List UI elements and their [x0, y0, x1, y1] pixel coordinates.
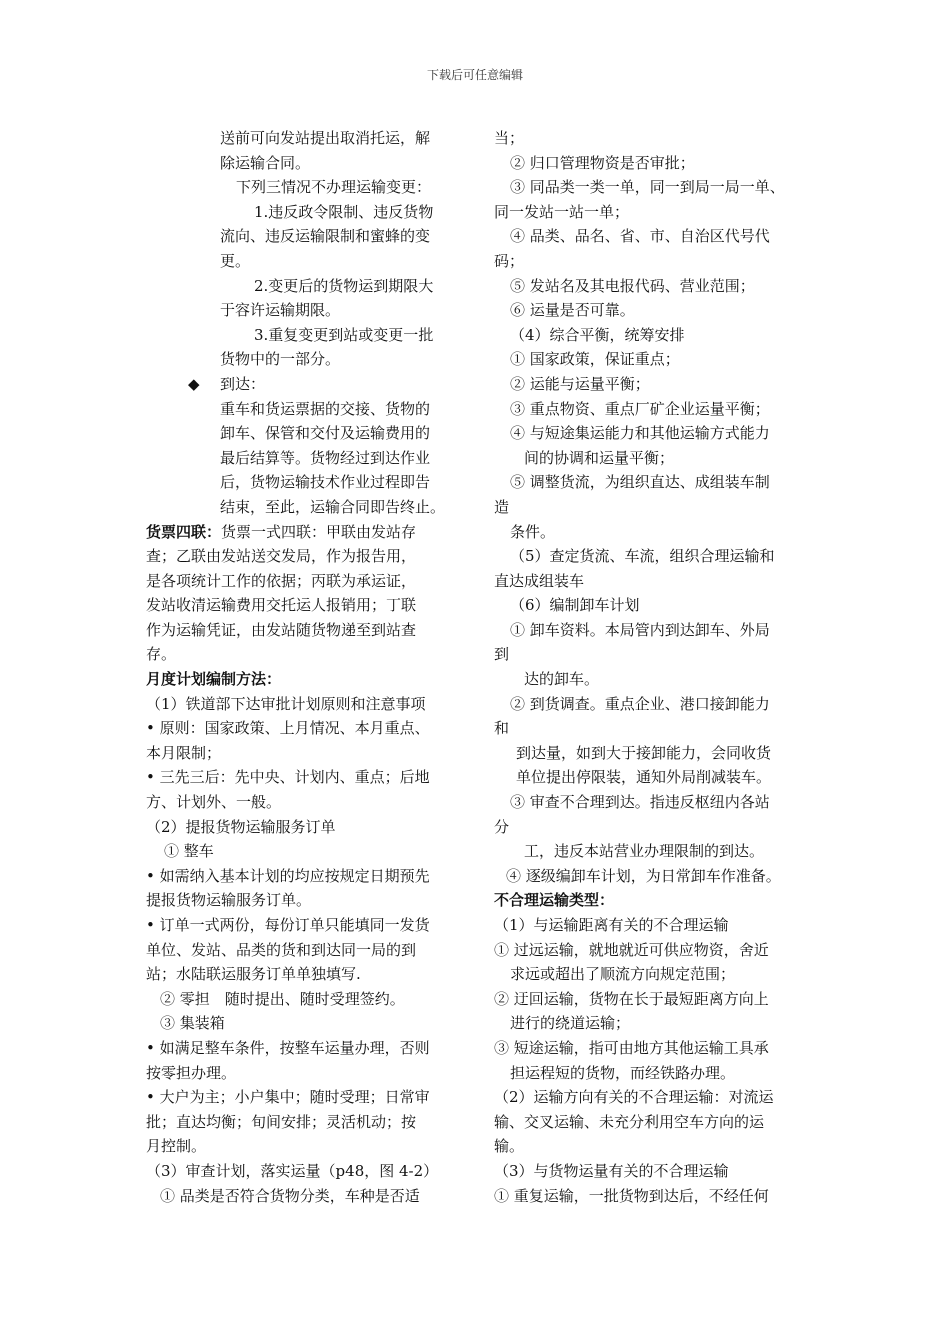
section-heading: 月度计划编制方法：: [146, 670, 282, 689]
text-line: 卸车、保管和交付及运输费用的: [220, 424, 431, 443]
text-line: 除运输合同。: [220, 153, 311, 172]
text-line: （3）审查计划，落实运量（p48，图 4-2）: [146, 1161, 439, 1180]
text-line: （1）与运输距离有关的不合理运输: [494, 916, 729, 934]
text-line: ② 归口管理物资是否审批；: [510, 153, 695, 172]
text-line: ② 到货调查。重点企业、港口接卸能力: [510, 694, 770, 713]
text-line: • 如满足整车条件，按整车运量办理，否则: [146, 1038, 430, 1057]
text-line: 担运程短的货物，而经铁路办理。: [510, 1063, 736, 1082]
text-line: 输、交叉运输、未充分利用空车方向的运: [494, 1112, 765, 1131]
text-line: （1）铁道部下达审批计划原则和注意事项: [146, 694, 426, 713]
text-line: 3.重复变更到站或变更一批: [254, 325, 434, 344]
text-line: 是各项统计工作的依据；丙联为承运证，: [146, 571, 417, 590]
text-line: ② 运能与运量平衡；: [510, 374, 650, 393]
text-line: 更。: [220, 251, 251, 270]
text-line: （5）查定货流、车流，组织合理运输和: [510, 547, 775, 566]
text-line: 1.违反政令限制、违反货物: [254, 202, 434, 221]
text-line: 分: [494, 817, 510, 836]
text-line: ⑥ 运量是否可靠。: [510, 301, 635, 320]
text-line: （2）运输方向有关的不合理运输：对流运: [494, 1088, 774, 1107]
text-line: 到达量，如到大于接卸能力，会同收货: [516, 743, 772, 762]
text-line: 输。: [494, 1137, 525, 1156]
text-line: 于容许运输期限。: [220, 301, 341, 320]
text-line: ④ 逐级编卸车计划，为日常卸车作准备。: [506, 866, 781, 885]
text-line: ② 迂回运输，货物在长于最短距离方向上: [494, 989, 769, 1008]
text-line: 后，货物运输技术作业过程即告: [220, 473, 431, 492]
text-line: 发站收清运输费用交托运人报销用；丁联: [146, 596, 417, 615]
text-line: 查；乙联由发站送交发局，作为报告用，: [146, 547, 417, 566]
text-line: 和: [494, 719, 510, 738]
left-column: [146, 126, 462, 1208]
text-line: 结束，至此，运输合同即告终止。: [220, 497, 446, 516]
text-line: 本月限制；: [146, 743, 222, 762]
text-line: 单位提出停限装，通知外局削减装车。: [516, 768, 772, 787]
text-line: 码；: [494, 251, 525, 270]
text-line: 流向、违反运输限制和蜜蜂的变: [220, 227, 431, 246]
text-line: 月控制。: [146, 1137, 207, 1156]
text-line: （4）综合平衡，统筹安排: [510, 325, 685, 344]
text-line: ③ 集装箱: [160, 1014, 225, 1033]
text-line: 存。: [146, 645, 177, 664]
text-line: 最后结算等。货物经过到达作业: [220, 448, 431, 467]
diamond-bullet-icon: ◆: [188, 374, 200, 393]
text-line: ① 重复运输，一批货物到达后，不经任何: [494, 1186, 769, 1205]
bullet-heading-arrival: [146, 372, 462, 397]
text-line: 重车和货运票据的交接、货物的: [220, 399, 431, 418]
text-line: 造: [494, 497, 510, 516]
text-line: ⑤ 调整货流，为组织直达、成组装车制: [510, 473, 770, 492]
text-line: 同一发站一站一单；: [494, 202, 630, 221]
text-line: ④ 与短途集运能力和其他运输方式能力: [510, 424, 770, 443]
text-line: 到: [494, 645, 510, 664]
text-line: 货物中的一部分。: [220, 350, 341, 369]
text-line: ① 卸车资料。本局管内到达卸车、外局: [510, 620, 770, 639]
text-line: ④ 品类、品名、省、市、自治区代号代: [510, 227, 770, 246]
text-line: ③ 同品类一类一单，同一到局一局一单、: [510, 178, 785, 197]
text-line: 方、计划外、一般。: [146, 793, 282, 812]
text-line: ① 整车: [164, 842, 214, 861]
text-line: 到达：: [220, 374, 266, 393]
text-line: 下列三情况不办理运输变更：: [236, 178, 432, 197]
text-line: 货票一式四联：甲联由发站存: [221, 522, 417, 541]
text-line: 条件。: [510, 522, 556, 541]
text-line: 当；: [494, 129, 525, 147]
text-line: 提报货物运输服务订单。: [146, 891, 312, 910]
text-line: 单位、发站、品类的货和到达同一局的到: [146, 940, 417, 959]
text-line: ③ 短途运输，指可由地方其他运输工具承: [494, 1038, 769, 1057]
text-line: 2.变更后的货物运到期限大: [254, 276, 434, 295]
text-line: 求远或超出了顺流方向规定范围；: [510, 965, 736, 984]
text-line: 批；直达均衡；旬间安排；灵活机动；按: [146, 1112, 417, 1131]
text-line: 间的协调和运量平衡；: [524, 448, 675, 467]
text-line: • 原则：国家政策、上月情况、本月重点、: [146, 719, 430, 738]
text-line: 进行的绕道运输；: [510, 1014, 631, 1033]
right-column: [494, 126, 812, 1208]
text-line: • 大户为主；小户集中；随时受理；日常审: [146, 1088, 430, 1107]
text-line: ③ 审查不合理到达。指违反枢纽内各站: [510, 793, 770, 812]
text-line: ① 过远运输，就地就近可供应物资，舍近: [494, 940, 769, 959]
text-line: 站；水陆联运服务订单单独填写.: [146, 965, 361, 984]
text-line: ① 国家政策，保证重点；: [510, 350, 680, 369]
section-heading: 不合理运输类型：: [494, 891, 615, 910]
text-line: 直达成组装车: [494, 571, 585, 590]
text-line: （3）与货物运量有关的不合理运输: [494, 1161, 729, 1180]
paragraph-line-receipt: [146, 520, 462, 545]
text-line: • 订单一式两份，每份订单只能填同一发货: [146, 916, 430, 934]
text-line: （2）提报货物运输服务订单: [146, 817, 336, 836]
text-line: • 三先三后：先中央、计划内、重点；后地: [146, 768, 430, 787]
text-line: ⑤ 发站名及其电报代码、营业范围；: [510, 276, 755, 295]
text-line: 工，违反本站营业办理限制的到达。: [524, 842, 765, 861]
text-line: （6）编制卸车计划: [510, 596, 640, 615]
text-line: ③ 重点物资、重点厂矿企业运量平衡；: [510, 399, 770, 418]
text-line: • 如需纳入基本计划的均应按规定日期预先: [146, 866, 430, 885]
page-header: 下载后可任意编辑: [426, 68, 523, 82]
text-line: 达的卸车。: [524, 670, 600, 689]
text-line: ② 零担 随时提出、随时受理签约。: [160, 989, 405, 1008]
section-label: 货票四联：: [146, 522, 222, 541]
text-line: ① 品类是否符合货物分类，车种是否适: [160, 1186, 420, 1205]
text-line: 作为运输凭证，由发站随货物递至到站查: [146, 620, 417, 639]
text-line: 送前可向发站提出取消托运，解: [220, 129, 431, 147]
text-line: 按零担办理。: [146, 1063, 237, 1082]
